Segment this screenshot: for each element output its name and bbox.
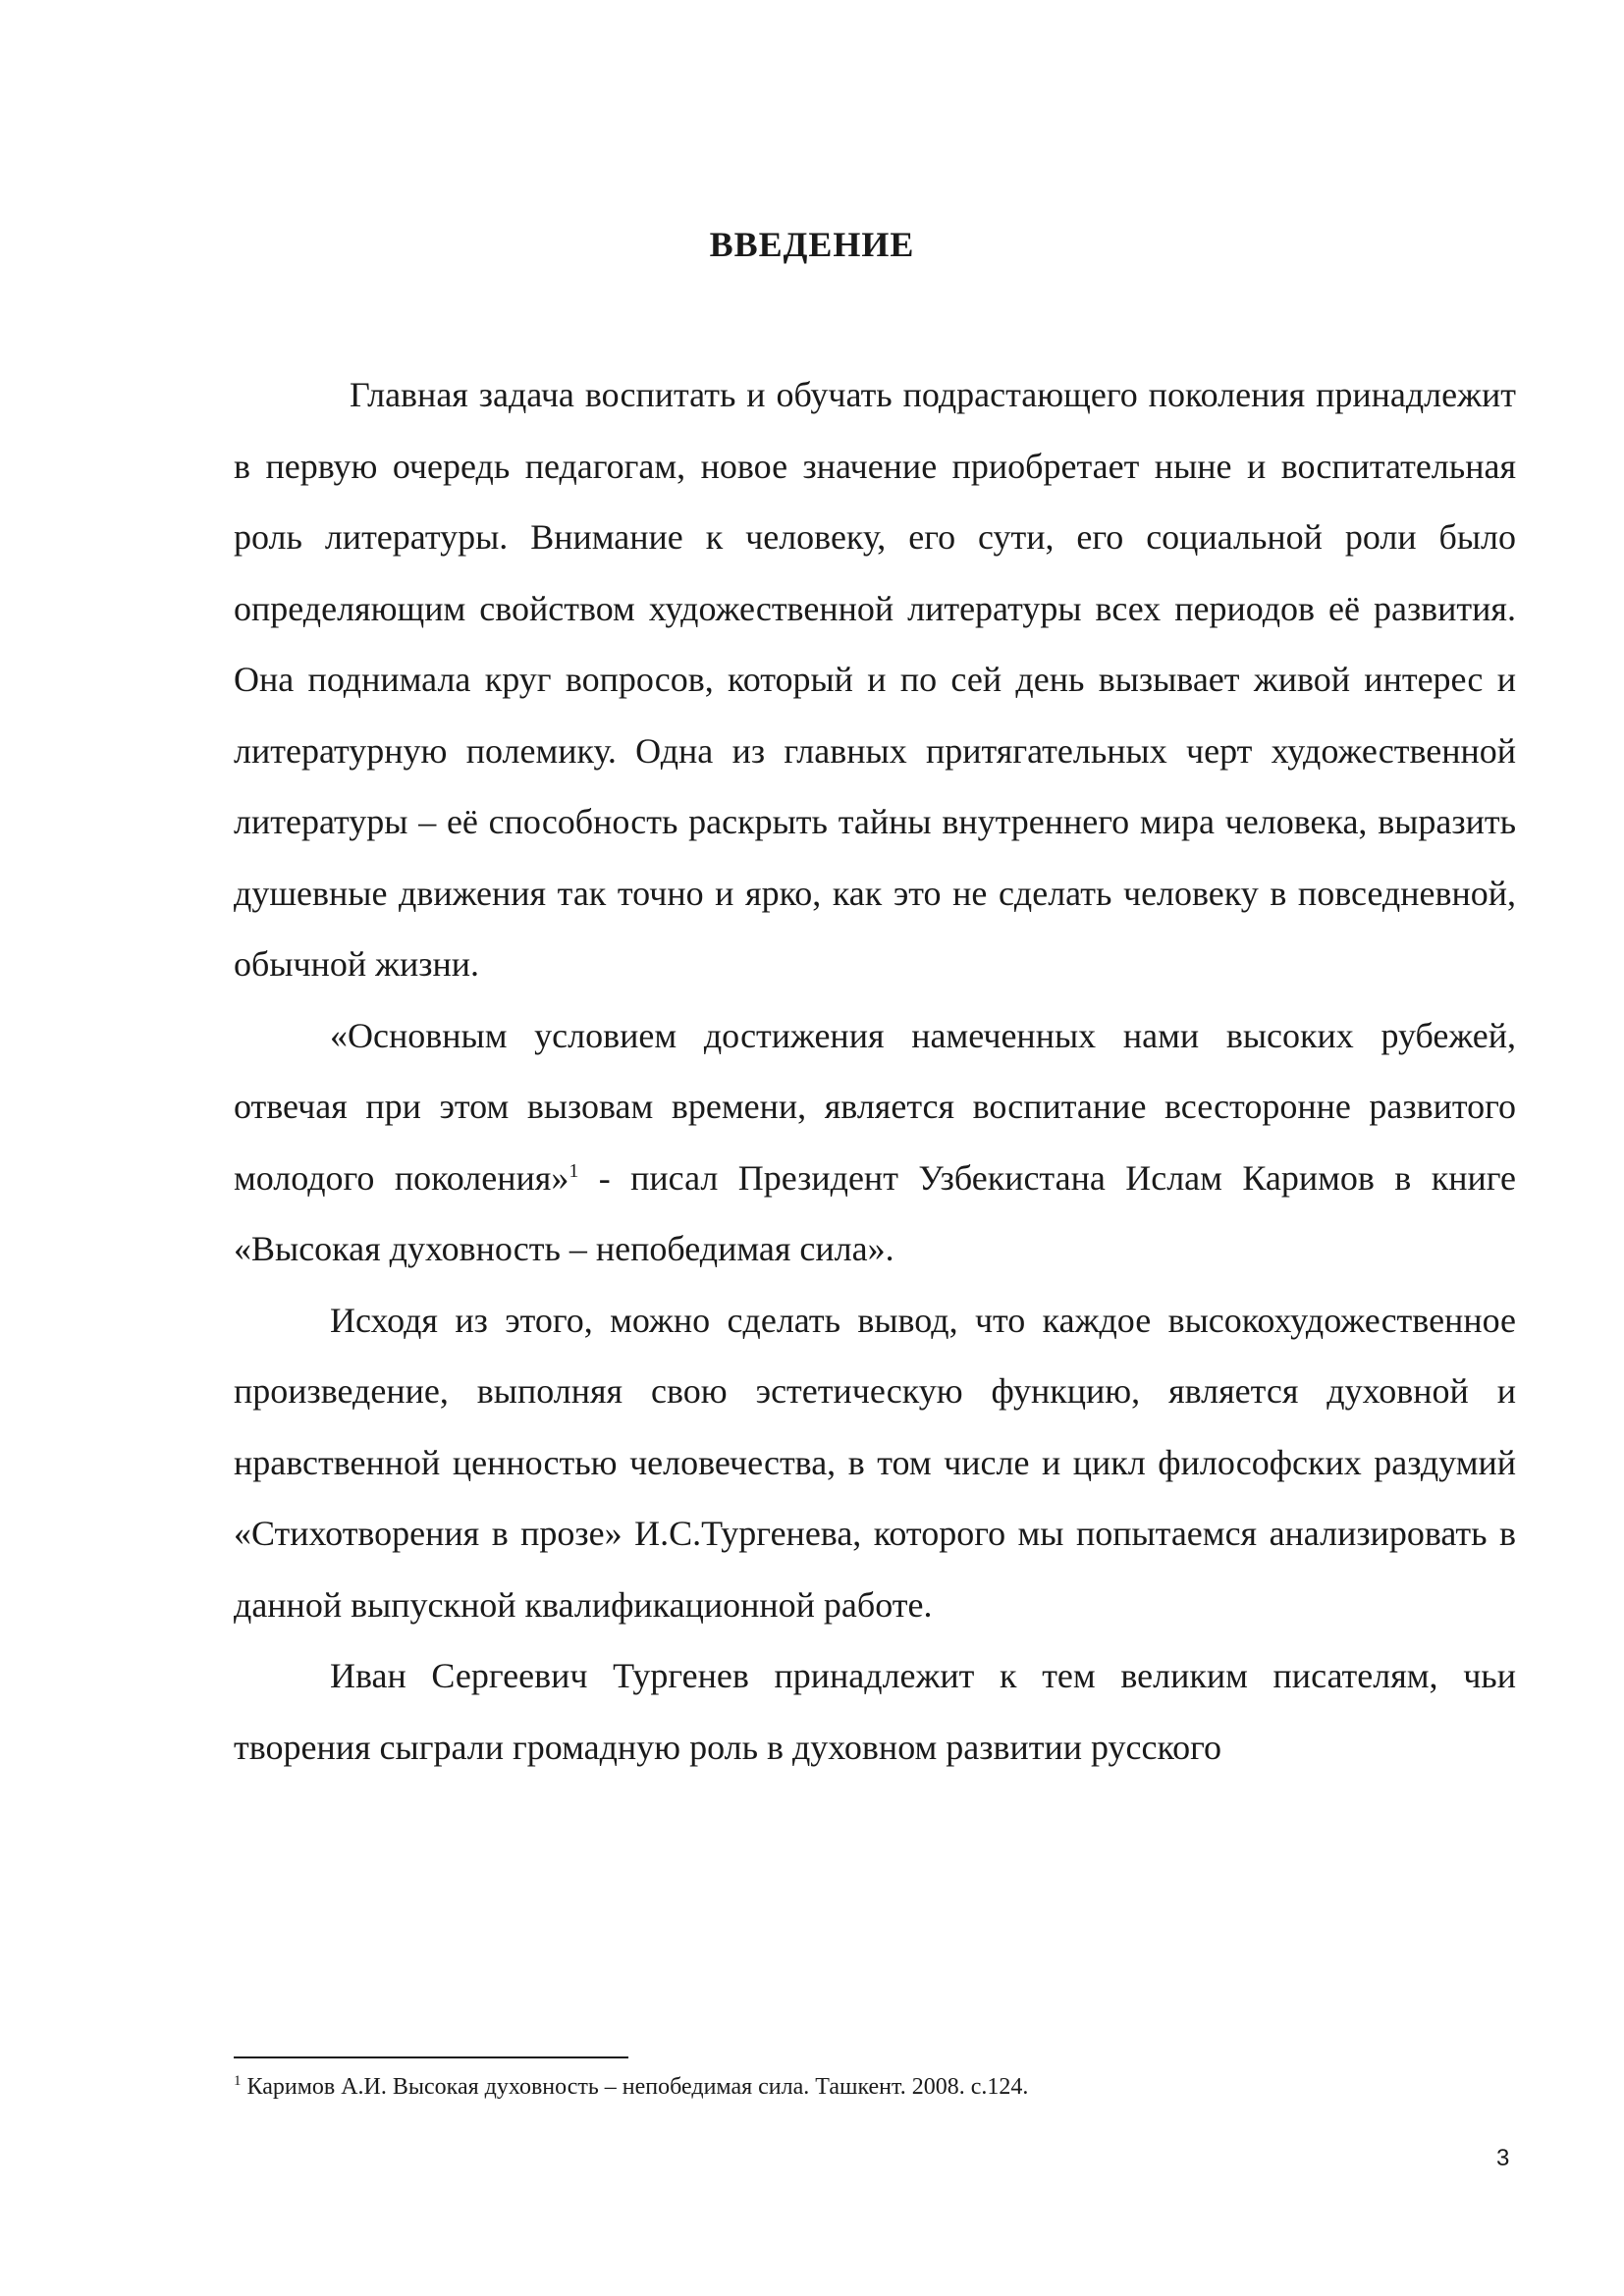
footnote-mark: 1: [234, 2073, 242, 2089]
section-heading: ВВЕДЕНИЕ: [709, 225, 915, 264]
footnote-text: Каримов А.И. Высокая духовность – непобедимая сила. Ташкент. 2008. с.124.: [241, 2074, 1029, 2100]
paragraph-2-quote: «Основным условием достижения намеченных нами высоких рубежей, отвечая при этом вызовам времени, является воспитание всесторонне развитого молодого поколения»: [234, 1015, 1516, 1198]
paragraph-3: Исходя из этого, можно сделать вывод, что каждое высокохудожественное произведение, выполняя свою эстетическую функцию, является духовной и нравственной ценностью человечества, в том числе и цикл философских раздумий «Стихотворения в прозе» И.С.Тургенева, которого мы попытаемся анализировать в данной выпускной квалификационной работе.: [234, 1300, 1516, 1625]
paragraph-2-continuation: - писал Президент Узбекистана Ислам Каримов в книге «Высокая духовность – непобедимая сила».: [234, 1157, 1516, 1268]
paragraph-2: [234, 1000, 1516, 1285]
footnote-reference[interactable]: 1: [568, 1159, 579, 1182]
body-text: [234, 359, 1516, 1783]
paragraph-1: Главная задача воспитать и обучать подрастающего поколения принадлежит в первую очередь педагогам, новое значение приобретает ныне и воспитательная роль литературы. Внимание к человеку, его сути, его социальной роли было определяющим свойством художественной литературы всех периодов её развития. Она поднимала круг вопросов, который и по сей день вызывает живой интерес и литературную полемику. Одна из главных притягательных черт художественной литературы – её способность раскрыть тайны внутреннего мира человека, выразить душевные движения так точно и ярко, как это не сделать человеку в повседневной, обычной жизни.: [234, 375, 1516, 984]
footnote-separator: [234, 2056, 628, 2058]
paragraph-4: Иван Сергеевич Тургенев принадлежит к тем великим писателям, чьи творения сыграли громадную роль в духовном развитии русского: [234, 1656, 1516, 1767]
footnote: [234, 2071, 1028, 2103]
page-number: 3: [1496, 2145, 1510, 2171]
